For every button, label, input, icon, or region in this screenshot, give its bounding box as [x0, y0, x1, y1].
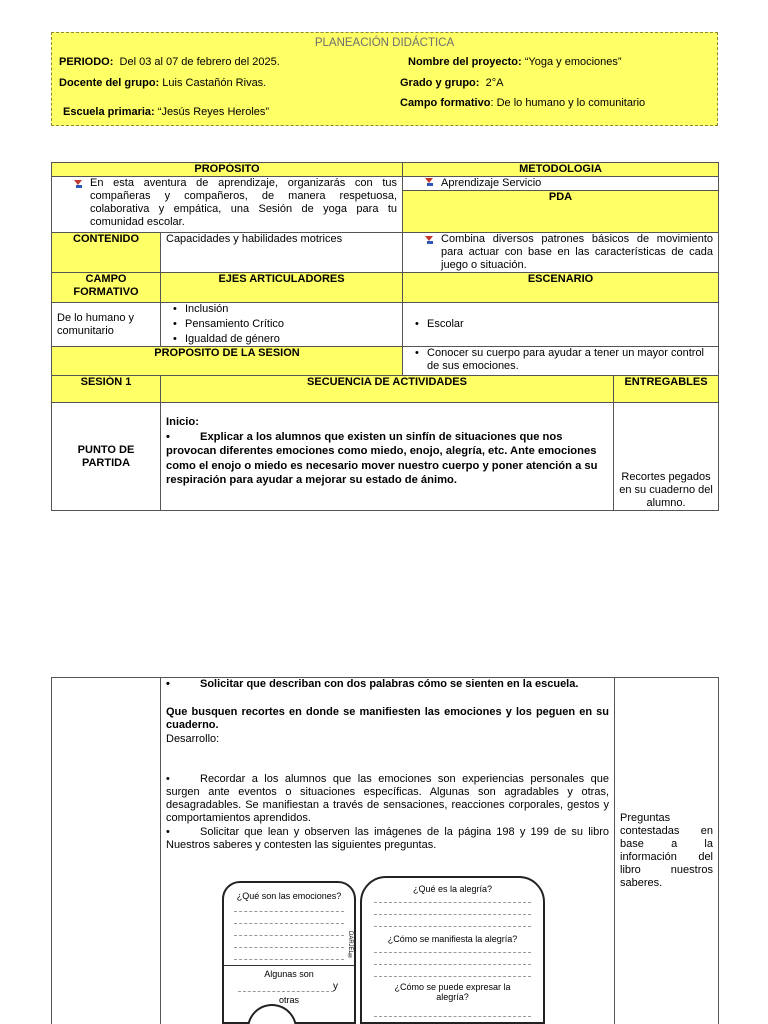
question-emociones: ¿Qué son las emociones? — [236, 891, 342, 901]
proposito-sesion-cell — [403, 347, 719, 376]
ejes-cell — [161, 303, 403, 347]
eje-item: • Igualdad de género — [161, 333, 397, 346]
item1-text: Solicitar que describan con dos palabras cómo se sienten en la escuela. — [200, 678, 579, 690]
emotions-card — [222, 881, 356, 1024]
proposito-sesion-header: PROPOSITO DE LA SESION — [52, 347, 403, 376]
document-title: PLANEACIÓN DIDÁCTICA — [314, 37, 455, 49]
proyecto-field — [408, 56, 622, 68]
escuela-field — [63, 106, 269, 118]
planning-table — [51, 162, 719, 511]
campo-label: Campo formativo — [400, 97, 491, 109]
escuela-value: “Jesús Reyes Heroles” — [157, 106, 270, 118]
periodo-value: Del 03 al 07 de febrero del 2025. — [119, 56, 280, 68]
question-alegria: ¿Qué es la alegría? — [412, 884, 493, 894]
header-box — [51, 32, 718, 126]
pda-header: PDA — [403, 191, 719, 233]
item1-bullet: • — [166, 678, 170, 690]
entregables-header: ENTREGABLES — [614, 376, 719, 403]
inicio-cell — [161, 403, 614, 511]
inicio-text: Explicar a los alumnos que existen un sinfín de situaciones que nos provocan diferentes emociones como miedo, enojo, alegría, etc. Ante emociones como el enojo o miedo es necesario mover nuestro cuerpo y poner atención a su respiración para ayudar a mejorar su estado de ánimo. — [166, 430, 598, 486]
proposito-text: En esta aventura de aprendizaje, organizarás con tus compañeras y compañeros, de manera respetuosa, colaborativa y empática, una Sesión de yoga para tu comunidad escolar. — [90, 177, 398, 228]
item4-bullet: • — [166, 825, 170, 838]
contenido-text: Capacidades y habilidades motrices — [161, 233, 403, 273]
eje-item: • Inclusión — [161, 303, 397, 316]
entregable1-text: Recortes pegados en su cuaderno del alumno. — [614, 403, 719, 511]
escenario-header: ESCENARIO — [403, 273, 719, 303]
pda-text: Combina diversos patrones básicos de movimiento para actuar con base en las características de cada juego o situación. — [441, 233, 714, 271]
proposito-header: PROPÓSITO — [52, 163, 403, 177]
docente-value: Luis Castañón Rivas. — [162, 77, 267, 89]
grado-field — [400, 77, 503, 89]
proposito-sesion-text: • Conocer su cuerpo para ayudar a tener un mayor control de sus emociones. — [403, 347, 713, 373]
alegria-card — [360, 876, 545, 1024]
entregable2-text: Preguntas contestadas en base a la información del libro nuestros saberes. — [615, 678, 719, 1024]
desarrollo-label: Desarrollo: — [166, 732, 220, 745]
proyecto-value: “Yoga y emociones” — [524, 56, 622, 68]
proyecto-label: Nombre del proyecto: — [408, 56, 522, 68]
punto-partida-label: PUNTO DE PARTIDA — [52, 403, 161, 511]
arrow-bullet-icon — [425, 236, 435, 245]
inicio-label: Inicio: — [166, 416, 199, 428]
item4-text: Solicitar que lean y observen las imágenes de la página 198 y 199 de su libro Nuestros saberes y contesten las siguientes preguntas. — [166, 825, 609, 851]
inicio-bullet: • — [166, 430, 170, 443]
grado-value: 2°A — [485, 77, 504, 89]
grado-label: Grado y grupo: — [400, 77, 480, 89]
periodo-field — [59, 56, 280, 68]
label-algunas-son: Algunas son — [264, 969, 314, 979]
empty-session-cell — [52, 678, 161, 1024]
periodo-label: PERIODO: — [59, 56, 114, 68]
campo-formativo-text: De lo humano y comunitario — [52, 303, 161, 347]
secuencia-header: SECUENCIA DE ACTIVIDADES — [161, 376, 614, 403]
campo-formativo-header: CAMPO FORMATIVO — [52, 273, 161, 303]
arrow-bullet-icon — [425, 178, 435, 187]
worksheet-image — [219, 876, 547, 1024]
docente-label: Docente del grupo: — [59, 77, 160, 89]
watermark-text: DARJEL® — [347, 931, 353, 961]
item3-text: Recordar a los alumnos que las emociones son experiencias personales que surgen ante eventos o situaciones específicas. Algunas son agradables y otras, desagradables. Se manifiestan a través de sensaciones, reacciones corporales, gestos y comportamientos aprendidos. — [166, 772, 609, 825]
escenario-cell — [403, 303, 719, 347]
question-manifiesta: ¿Cómo se manifiesta la alegría? — [387, 934, 518, 944]
label-y: y — [333, 981, 338, 992]
campo-field — [400, 97, 645, 109]
campo-value: : De lo humano y lo comunitario — [490, 97, 646, 109]
proposito-cell — [52, 177, 403, 233]
metodologia-header: METODOLOGIA — [403, 163, 719, 177]
escenario-text: • Escolar — [403, 318, 713, 331]
item2-text: Que busquen recortes en donde se manifiesten las emociones y los peguen en su cuaderno. — [166, 706, 609, 732]
ejes-header: EJES ARTICULADORES — [161, 273, 403, 303]
label-otras: otras — [278, 995, 299, 1005]
escuela-label: Escuela primaria: — [63, 106, 155, 118]
contenido-header: CONTENIDO — [52, 233, 161, 273]
metodologia-text: Aprendizaje Servicio — [441, 177, 542, 189]
sesion-header: SESIÓN 1 — [52, 376, 161, 403]
ejes-list — [161, 303, 397, 346]
question-expresar: ¿Cómo se puede expresar la alegría? — [394, 982, 511, 1002]
pda-cell — [403, 233, 719, 273]
arrow-bullet-icon — [74, 180, 84, 189]
eje-item: • Pensamiento Crítico — [161, 318, 397, 331]
docente-field — [59, 77, 266, 89]
item3-bullet: • — [166, 772, 170, 785]
metodologia-cell — [403, 177, 719, 191]
